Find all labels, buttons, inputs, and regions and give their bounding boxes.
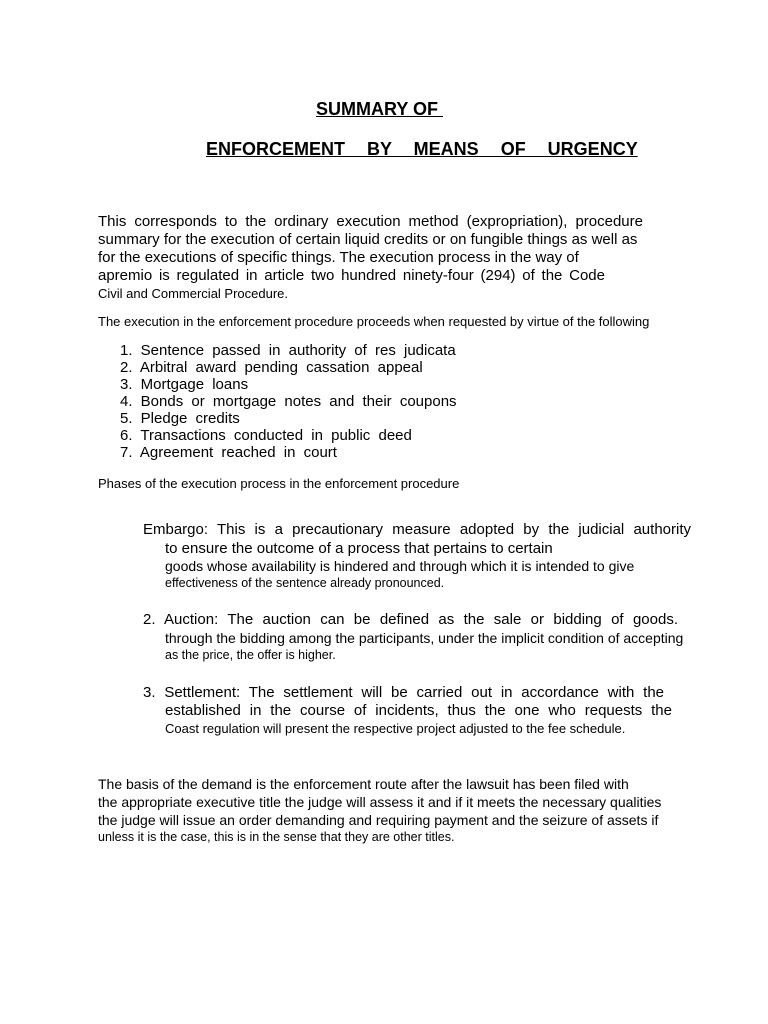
- intro-line: summary for the execution of certain liquid credits or on fungible things as well as: [98, 231, 638, 248]
- list-item: 2. Arbitral award pending cassation appeal: [120, 359, 423, 376]
- list-item: 4. Bonds or mortgage notes and their coupons: [120, 393, 457, 410]
- phase-line: Embargo: This is a precautionary measure adopted by the judicial authority: [143, 521, 691, 538]
- intro-line: This corresponds to the ordinary execution method (expropriation), procedure: [98, 213, 643, 230]
- document-subtitle: ENFORCEMENT BY MEANS OF URGENCY: [206, 139, 638, 159]
- basis-line: the appropriate executive title the judge will assess it and if it meets the necessary qualities: [98, 794, 662, 810]
- document-title: SUMMARY OF: [316, 99, 444, 119]
- basis-line: the judge will issue an order demanding and requiring payment and the seizure of assets if: [98, 812, 659, 828]
- list-item: 7. Agreement reached in court: [120, 444, 337, 461]
- intro-line: apremio is regulated in article two hundred ninety-four (294) of the Code: [98, 267, 605, 284]
- phase-line: established in the course of incidents, thus the one who requests the: [165, 702, 672, 719]
- phase-line: to ensure the outcome of a process that pertains to certain: [165, 540, 553, 557]
- phase-line: goods whose availability is hindered and through which it is intended to give: [165, 558, 635, 574]
- intro-line: Civil and Commercial Procedure.: [98, 286, 289, 301]
- basis-line: unless it is the case, this is in the sense that they are other titles.: [98, 830, 455, 844]
- phases-heading: Phases of the execution process in the enforcement procedure: [98, 476, 460, 491]
- phase-line: through the bidding among the participants, under the implicit condition of accepting: [165, 630, 684, 646]
- list-item: 1. Sentence passed in authority of res judicata: [120, 342, 456, 359]
- execution-intro: The execution in the enforcement procedure proceeds when requested by virtue of the following: [98, 314, 650, 329]
- list-item: 5. Pledge credits: [120, 410, 240, 427]
- phase-line: Coast regulation will present the respective project adjusted to the fee schedule.: [165, 721, 626, 736]
- list-item: 3. Mortgage loans: [120, 376, 249, 393]
- phase-line: 3. Settlement: The settlement will be carried out in accordance with the: [143, 684, 664, 701]
- phase-line: as the price, the offer is higher.: [165, 648, 336, 662]
- phase-line: effectiveness of the sentence already pronounced.: [165, 576, 445, 590]
- phase-line: 2. Auction: The auction can be defined as the sale or bidding of goods.: [143, 611, 678, 628]
- intro-line: for the executions of specific things. The execution process in the way of: [98, 249, 579, 266]
- basis-line: The basis of the demand is the enforcement route after the lawsuit has been filed with: [98, 776, 629, 792]
- list-item: 6. Transactions conducted in public deed: [120, 427, 412, 444]
